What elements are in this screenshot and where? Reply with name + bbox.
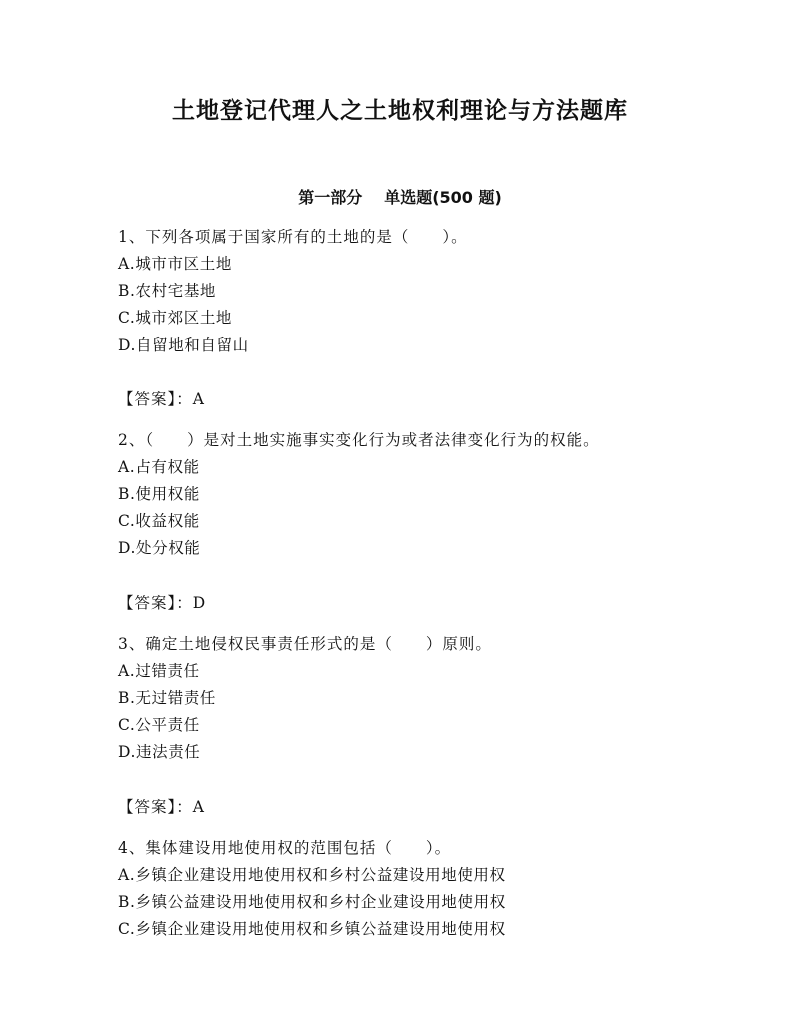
question-3-answer: 【答案】：A [118,798,205,816]
question-3-option-d: D.违法责任 [118,743,201,761]
question-4-option-a: A.乡镇企业建设用地使用权和乡村公益建设用地使用权 [118,866,506,884]
question-1-option-a: A.城市市区土地 [118,255,232,273]
section-part: 第一部分 [298,188,363,207]
question-4-option-b: B.乡镇公益建设用地使用权和乡村企业建设用地使用权 [118,893,506,911]
question-3-stem: 3、确定土地侵权民事责任形式的是（ ）原则。 [118,635,492,653]
question-3-option-b: B.无过错责任 [118,689,217,707]
section-name: 单选题(500 题) [384,188,502,207]
question-2-option-d: D.处分权能 [118,539,201,557]
question-3-option-c: C.公平责任 [118,716,200,734]
question-1-stem: 1、下列各项属于国家所有的土地的是（ ）。 [118,228,468,246]
question-2-option-b: B.使用权能 [118,485,200,503]
section-heading [0,185,800,208]
question-2-stem: 2、（ ）是对土地实施事实变化行为或者法律变化行为的权能。 [118,431,600,449]
question-2-option-c: C.收益权能 [118,512,200,530]
document-title: 土地登记代理人之土地权利理论与方法题库 [172,98,628,124]
question-3-option-a: A.过错责任 [118,662,200,680]
question-2-option-a: A.占有权能 [118,458,200,476]
question-1-option-d: D.自留地和自留山 [118,336,249,354]
question-4-stem: 4、集体建设用地使用权的范围包括（ ）。 [118,839,452,857]
question-1-option-b: B.农村宅基地 [118,282,217,300]
question-2-answer: 【答案】：D [118,594,207,612]
question-1-option-c: C.城市郊区土地 [118,309,233,327]
question-4-option-c: C.乡镇企业建设用地使用权和乡镇公益建设用地使用权 [118,920,506,938]
question-1-answer: 【答案】：A [118,390,205,408]
